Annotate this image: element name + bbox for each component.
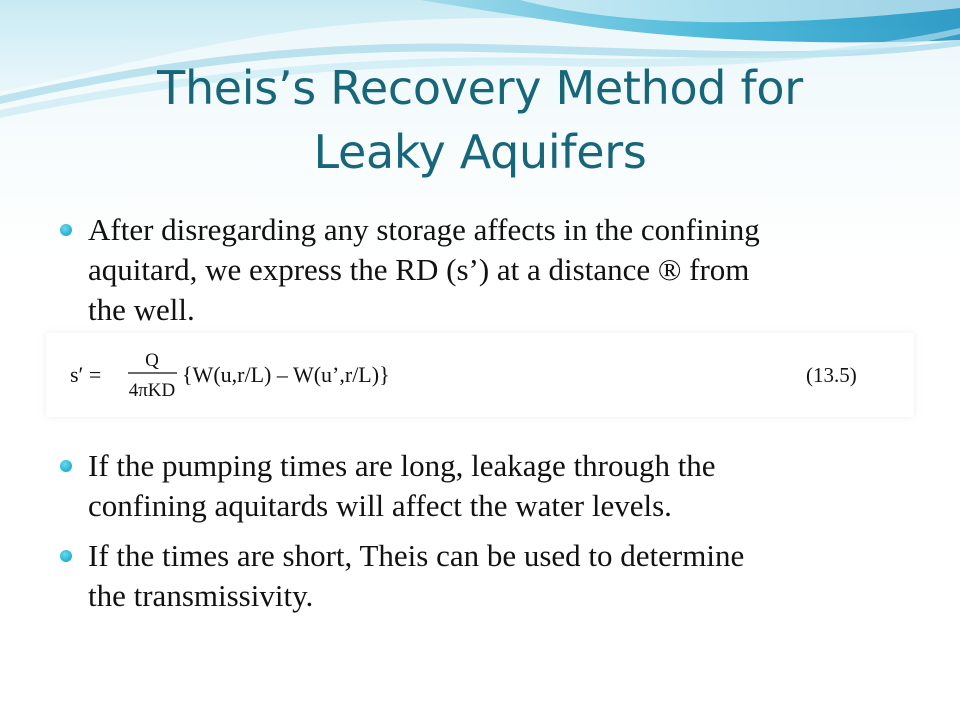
bullet-line: aquitard, we express the RD (s’) at a distance ® from [88,252,750,287]
title-line-1: Theis’s Recovery Method for [157,61,803,115]
bullet-dot-icon [60,460,72,472]
bullet-line: If the pumping times are long, leakage through the [88,448,716,483]
bullet-line: After disregarding any storage affects in the confining [88,212,760,247]
equation-image [46,333,914,417]
bullet-item [60,446,920,526]
bullet-item [60,536,920,616]
slide-title [60,56,900,184]
equation-lhs: s′ = [70,362,102,387]
bullet-line: the transmissivity. [88,578,314,613]
equation-numerator: Q [145,350,159,371]
title-line-2: Leaky Aquifers [313,125,647,179]
bullet-line: confining aquitards will affect the water levels. [88,488,672,523]
equation-number: (13.5) [806,363,857,387]
bullet-line: the well. [88,292,195,327]
bullet-line: If the times are short, Theis can be used to determine [88,538,745,573]
equation-denominator: 4πKD [128,380,176,401]
equation-body: {W(u,r/L) – W(u’,r/L)} [182,362,390,387]
bullet-item [60,210,920,330]
bullet-text [88,536,920,616]
bullet-text [88,446,920,526]
equation-svg [46,333,914,417]
bullet-text [88,210,920,330]
bullet-dot-icon [60,224,72,236]
bullet-dot-icon [60,550,72,562]
